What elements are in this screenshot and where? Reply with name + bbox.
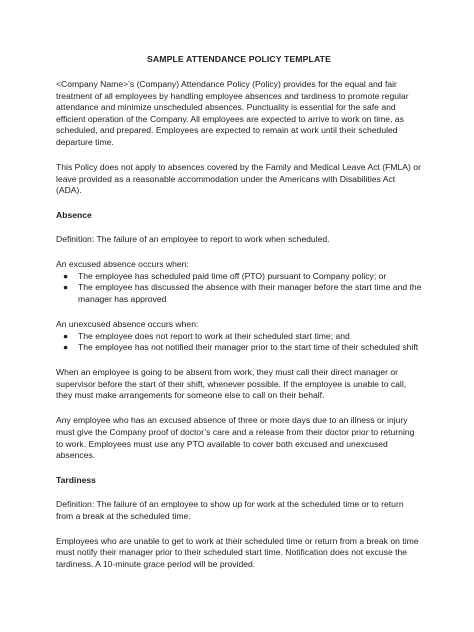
tardiness-notify-paragraph: Employees who are unable to get to work at their scheduled time or return from a break on time must notify their manager prior to their scheduled start time. Notification does not excuse the tardiness. A 10-minute grace period will be provided.: [56, 535, 419, 569]
list-item: [56, 342, 422, 354]
list-item-text: The employee has scheduled paid time off (PTO) pursuant to Company policy; or: [78, 270, 387, 281]
unexcused-list: [56, 331, 422, 354]
unexcused-lead: An unexcused absence occurs when:: [56, 318, 199, 329]
excused-lead: An excused absence occurs when:: [56, 259, 189, 270]
bullet-icon: ●: [63, 330, 69, 341]
bullet-icon: ●: [63, 282, 69, 293]
bullet-icon: ●: [63, 342, 69, 353]
absence-heading: Absence: [56, 210, 92, 221]
list-item-text: The employee has discussed the absence with their manager before the start time and the manager has approved: [78, 282, 422, 304]
bullet-icon: ●: [63, 270, 69, 281]
excused-list: [56, 271, 422, 306]
list-item-text: The employee does not report to work at their scheduled start time; and: [78, 330, 350, 341]
call-paragraph: When an employee is going to be absent from work, they must call their direct manager or supervisor before the start of their shift, whenever possible. If the employee is unable to call, they must make arrangements for someone else to call on their behalf.: [56, 367, 407, 401]
absence-definition: Definition: The failure of an employee to report to work when scheduled.: [56, 233, 330, 244]
list-item-text: The employee has not notified their manager prior to the start time of their scheduled shift: [78, 342, 419, 353]
proof-paragraph: Any employee who has an excused absence of three or more days due to an illness or injury must give the Company proof of doctor’s care and a release from their doctor prior to returning to work. Employees must use any PTO available to cover both excused and unexcused absences.: [56, 415, 415, 461]
scope-paragraph: This Policy does not apply to absences covered by the Family and Medical Leave Act (FMLA) or leave provided as a reasonable accommodation under the Americans with Disabilities Act (ADA).: [56, 162, 421, 196]
document-title: SAMPLE ATTENDANCE POLICY TEMPLATE: [147, 54, 331, 64]
intro-paragraph: <Company Name>’s (Company) Attendance Policy (Policy) provides for the equal and fair treatment of all employees by handling employee absences and tardiness to promote regular attendance and minimize unscheduled absences. Punctuality is essential for the safe and efficient operation of the Company. All employees are expected to arrive to work on time, as scheduled, and prepared. Employees are expected to remain at work until their scheduled departure time.: [56, 79, 409, 147]
tardiness-heading: Tardiness: [56, 475, 96, 486]
list-item: [56, 331, 422, 343]
tardiness-definition: Definition: The failure of an employee to show up for work at the scheduled time or to return from a break at the scheduled time.: [56, 498, 404, 521]
list-item: [56, 271, 422, 283]
list-item: [56, 282, 422, 305]
